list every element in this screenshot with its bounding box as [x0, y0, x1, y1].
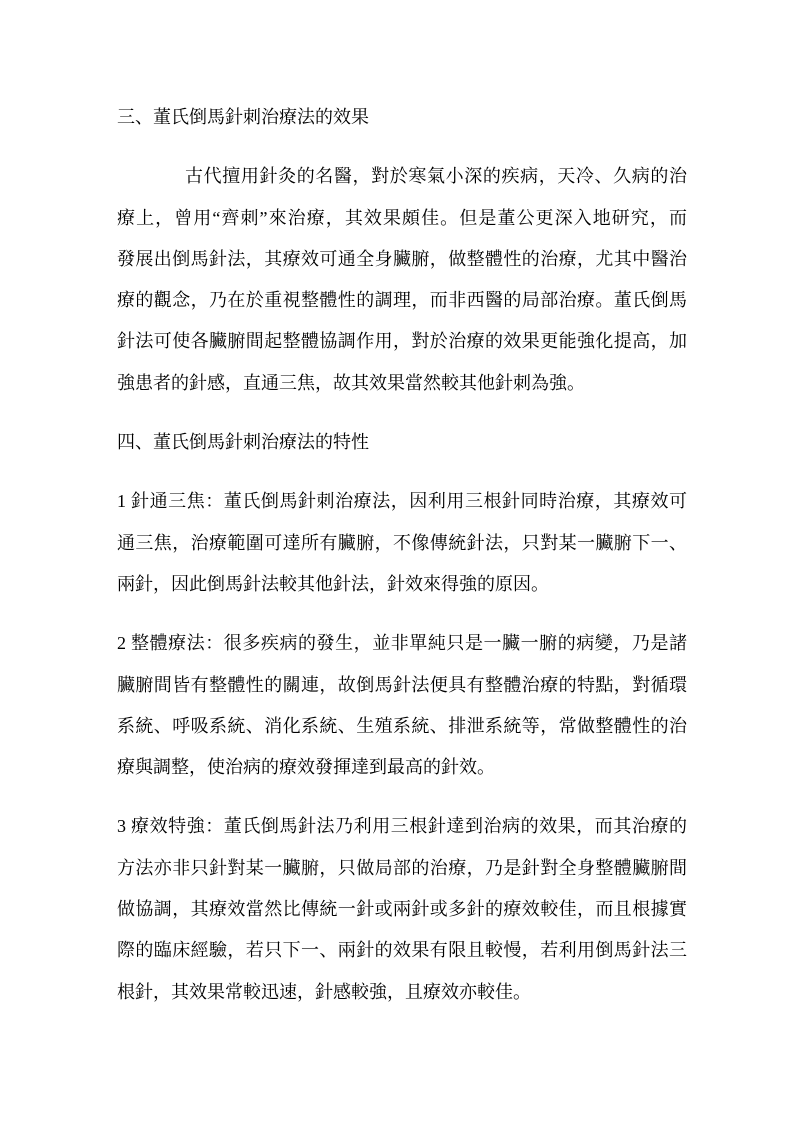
- paragraph-item-3: [117, 806, 687, 1012]
- text-line: 療上，曾用“齊刺”來治療，其效果頗佳。但是董公更深入地研究，而: [117, 207, 687, 228]
- text-line: 針法可使各臟腑間起整體協調作用，對於治療的效果更能強化提高，加: [117, 331, 687, 352]
- section-heading-three: [117, 97, 687, 138]
- text-line: 1 針通三焦：董氏倒馬針刺治療法，因利用三根針同時治療，其療效可: [117, 491, 687, 512]
- text-line: 兩針，因此倒馬針法較其他針法，針效來得強的原因。: [117, 573, 549, 594]
- text-line: 做協調，其療效當然比傳統一針或兩針或多針的療效較佳，而且根據實: [117, 899, 687, 920]
- text-line: 古代擅用針灸的名醫，對於寒氣小深的疾病，天冷、久病的治: [185, 166, 687, 187]
- text-line: 際的臨床經驗，若只下一、兩針的效果有限且較慢，若利用倒馬針法三: [117, 940, 687, 961]
- document-body: [117, 97, 687, 1013]
- paragraph-item-1: [117, 481, 687, 605]
- heading-text: 三、董氏倒馬針刺治療法的效果: [117, 107, 369, 127]
- text-line: 強患者的針感，直通三焦，故其效果當然較其他針刺為強。: [117, 372, 585, 393]
- section-heading-four: [117, 422, 687, 463]
- text-line: 方法亦非只針對某一臟腑，只做局部的治療，乃是針對全身整體臟腑間: [117, 857, 687, 878]
- text-line: 根針，其效果常較迅速，針感較強，且療效亦較佳。: [117, 981, 531, 1002]
- text-line: 系統、呼吸系統、消化系統、生殖系統、排泄系統等，常做整體性的治: [117, 715, 687, 736]
- text-line: 療與調整，使治病的療效發揮達到最高的針效。: [117, 757, 495, 778]
- text-line: 3 療效特強：董氏倒馬針法乃利用三根針達到治病的效果，而其治療的: [117, 816, 687, 837]
- text-line: 臟腑間皆有整體性的關連，故倒馬針法便具有整體治療的特點，對循環: [117, 674, 687, 695]
- text-line: 療的觀念，乃在於重視整體性的調理，而非西醫的局部治療。董氏倒馬: [117, 290, 687, 311]
- heading-text: 四、董氏倒馬針刺治療法的特性: [117, 432, 369, 453]
- text-line: 2 整體療法：很多疾病的發生，並非單純只是一臟一腑的病變，乃是諸: [117, 633, 687, 654]
- paragraph-effect: [117, 156, 687, 404]
- paragraph-item-2: [117, 623, 687, 788]
- text-line: 通三焦，治療範圍可達所有臟腑，不像傳統針法，只對某一臟腑下一、: [117, 532, 687, 553]
- text-line: 發展出倒馬針法，其療效可通全身臟腑，做整體性的治療，尤其中醫治: [117, 248, 687, 269]
